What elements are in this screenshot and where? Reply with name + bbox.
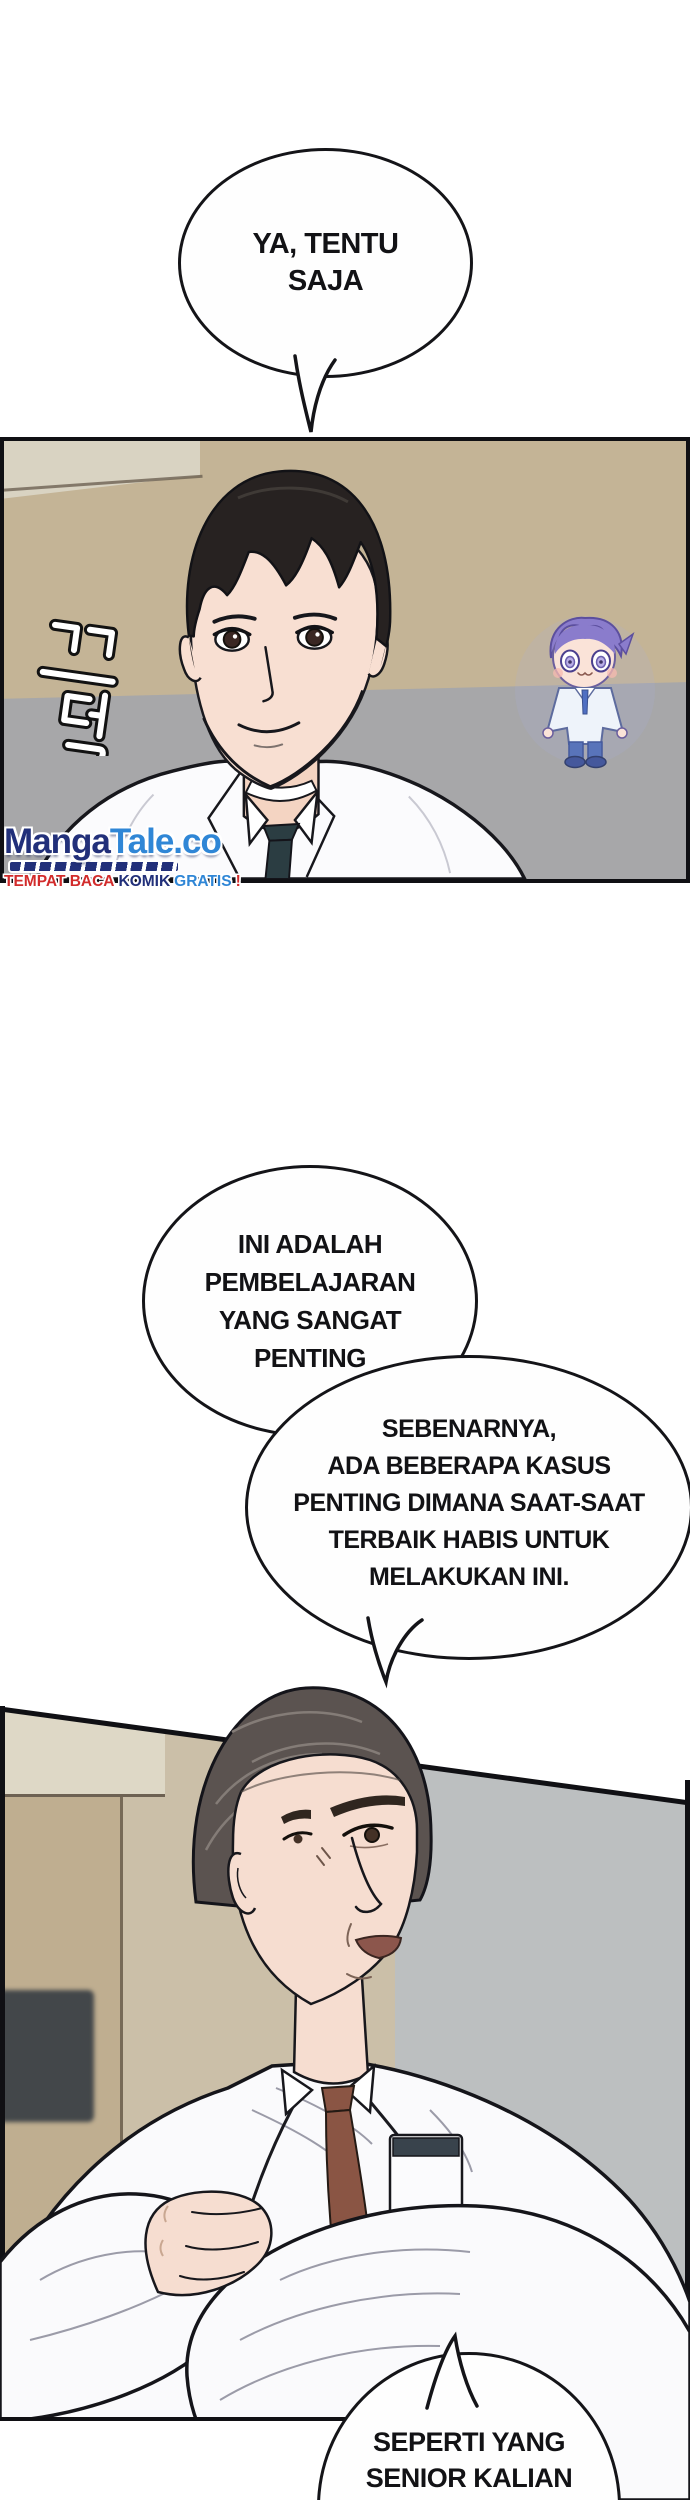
- watermark: [4, 822, 241, 890]
- speech-bubble-1-tail: [285, 352, 347, 437]
- watermark-brand-manga: Manga: [4, 822, 110, 861]
- watermark-tagline-gratis: GRATIS: [174, 873, 232, 890]
- speech-bubble-4-text: [366, 2424, 573, 2496]
- bubble3-line: PENTING DIMANA SAAT-SAAT: [293, 1489, 645, 1517]
- watermark-brand-co: .co: [173, 822, 221, 861]
- watermark-hatch-bar: [10, 862, 178, 871]
- speech-bubble-3: [245, 1355, 690, 1660]
- bubble4-line: SENIOR KALIAN: [365, 2462, 573, 2493]
- bubble2-line: PEMBELAJARAN: [204, 1267, 416, 1297]
- speech-bubble-1-text: [253, 226, 399, 300]
- watermark-brand-tale: Tale: [109, 822, 174, 861]
- bubble2-line: PENTING: [253, 1343, 367, 1373]
- bubble1-line: SAJA: [287, 265, 364, 297]
- bubble3-line: ADA BEBERAPA KASUS: [327, 1452, 611, 1480]
- bubble3-line: TERBAIK HABIS UNTUK: [328, 1526, 610, 1554]
- watermark-tagline-bang: !: [235, 873, 241, 890]
- watermark-brand: [4, 824, 234, 859]
- watermark-tagline-tempat: TEMPAT BACA: [4, 873, 115, 890]
- senior-doctor-figure: [0, 1640, 690, 2500]
- young-doctor-figure: [4, 441, 686, 879]
- bubble3-line: SEBENARNYA,: [381, 1415, 557, 1443]
- bubble1-line: YA, TENTU: [252, 228, 399, 260]
- bubble3-line: MELAKUKAN INI.: [369, 1563, 569, 1591]
- watermark-tagline-komik: KOMIK: [118, 873, 171, 890]
- speech-bubble-2-text: [205, 1225, 416, 1377]
- bubble2-line: YANG SANGAT: [218, 1305, 402, 1335]
- speech-bubble-4-tail: [415, 2332, 485, 2412]
- panel-1: [0, 437, 690, 883]
- bubble4-line: SEPERTI YANG: [372, 2426, 566, 2457]
- watermark-tagline: [4, 873, 241, 890]
- speech-bubble-1: [178, 148, 473, 378]
- bubble2-line: INI ADALAH: [237, 1229, 383, 1259]
- speech-bubble-3-text: [293, 1411, 644, 1596]
